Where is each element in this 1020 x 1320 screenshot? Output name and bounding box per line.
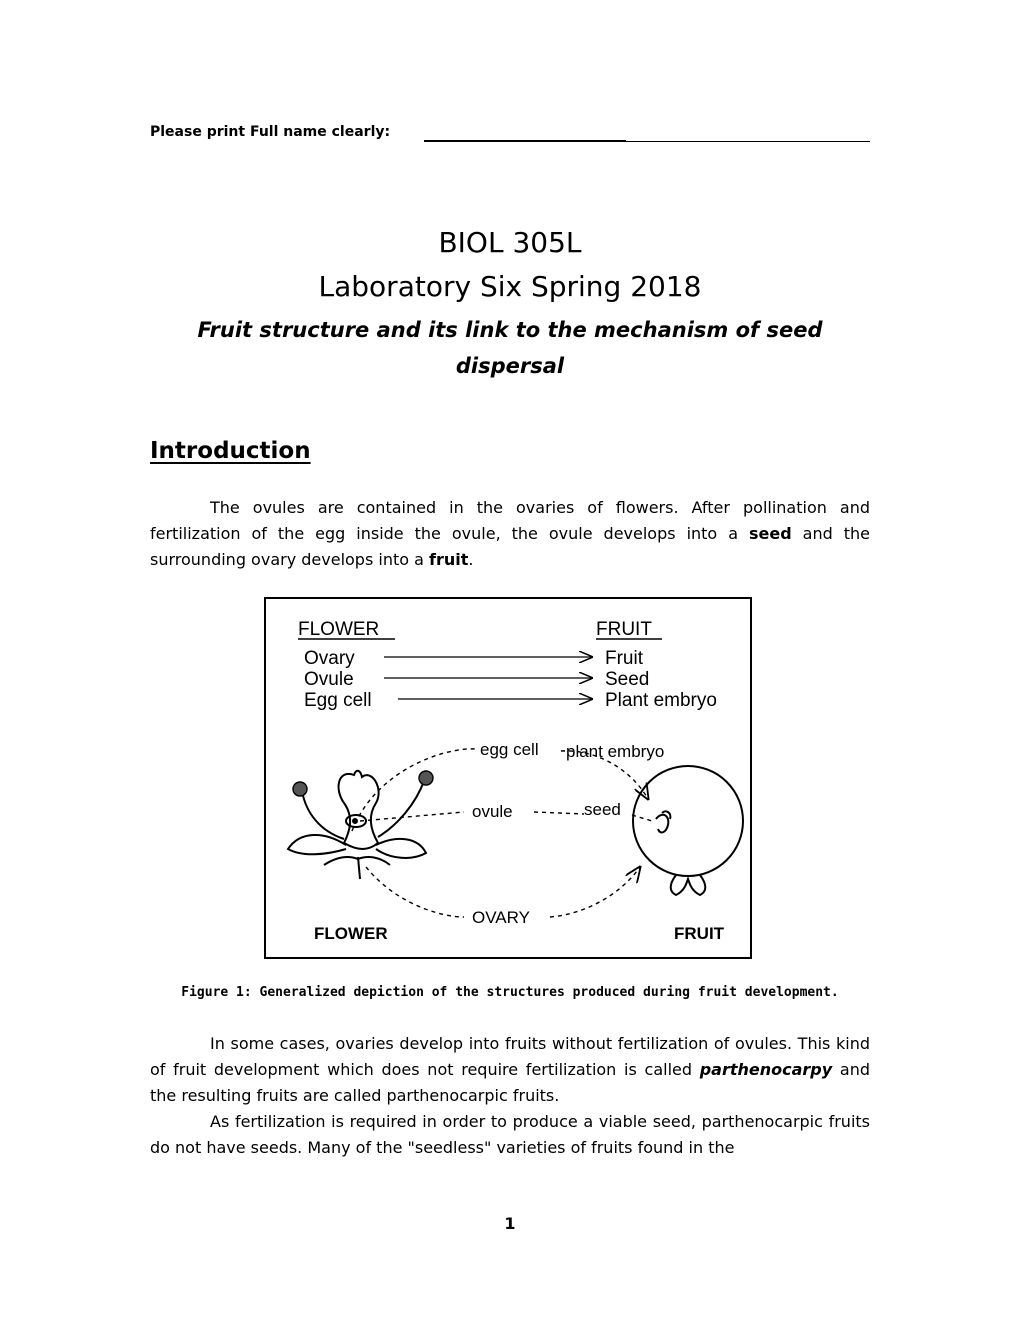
anther-left-icon: [293, 782, 307, 796]
page-number: 1: [504, 1214, 516, 1233]
parthenocarpy-text-2: and the resulting fruits are called parthenocarpic fruits.: [150, 1060, 870, 1105]
path-ovule-mid: [534, 812, 584, 814]
anther-right-icon: [419, 771, 433, 785]
path-ovule-right: [632, 815, 652, 821]
name-prompt-label: Please print Full name clearly:: [150, 124, 391, 140]
row-to-seed: Seed: [605, 669, 650, 690]
intro-text-3: .: [468, 550, 474, 569]
section-heading-introduction: Introduction: [150, 438, 311, 464]
figure-caption: Figure 1: Generalized depiction of the structures produced during fruit development.: [181, 985, 839, 1000]
path-ovary-right: [550, 867, 640, 917]
intro-text-2: and the surrounding ovary develops into a: [150, 524, 871, 569]
intro-text-1: The ovules are contained in the ovaries of flowers. After pollination and fertilization of the egg inside the ovule, the ovule develops into a: [150, 498, 870, 543]
row-to-fruit: Fruit: [605, 648, 643, 669]
lab-title: Laboratory Six Spring 2018: [318, 270, 702, 303]
flower-drawing: [288, 771, 426, 879]
row-from-egg-cell: Egg cell: [304, 690, 372, 711]
intro-paragraph: [150, 495, 870, 573]
term-seed: seed: [749, 524, 792, 543]
fruit-development-diagram: [266, 599, 750, 957]
label-ovule: ovule: [472, 802, 513, 821]
course-title: BIOL 305L: [438, 226, 582, 259]
lab-subtitle: Fruit structure and its link to the mechanism of seed dispersal: [197, 318, 823, 378]
col-header-fruit: FRUIT: [596, 619, 652, 640]
term-parthenocarpy: parthenocarpy: [699, 1060, 833, 1079]
row-to-plant-embryo: Plant embryo: [605, 690, 717, 711]
label-egg-cell: egg cell: [480, 740, 539, 759]
label-flower: FLOWER: [314, 924, 388, 943]
name-blank-line-accent: [424, 140, 626, 142]
name-field-prompt: [150, 124, 870, 140]
label-fruit: FRUIT: [674, 924, 725, 943]
parthenocarpy-text-1: In some cases, ovaries develop into fruits without fertilization of ovules. This kind of fruit development which does not require fertilization is called: [150, 1034, 870, 1079]
path-ovule-left: [360, 812, 464, 821]
label-seed: seed: [584, 800, 621, 819]
col-header-flower: FLOWER: [298, 619, 380, 640]
term-fruit: fruit: [429, 550, 469, 569]
fruit-drawing: [633, 766, 743, 895]
row-from-ovary: Ovary: [304, 648, 355, 669]
row-from-ovule: Ovule: [304, 669, 354, 690]
figure-fruit-development: [264, 597, 752, 959]
seedless-paragraph: As fertilization is required in order to produce a viable seed, parthenocarpic fruits do not have seeds. Many of the "seedless" varieties of fruits found in the: [150, 1112, 870, 1157]
body-paragraphs: [150, 1031, 870, 1161]
path-ovary-left: [366, 867, 464, 917]
label-plant-embryo: plant embryo: [566, 742, 665, 761]
label-ovary: OVARY: [472, 908, 530, 927]
